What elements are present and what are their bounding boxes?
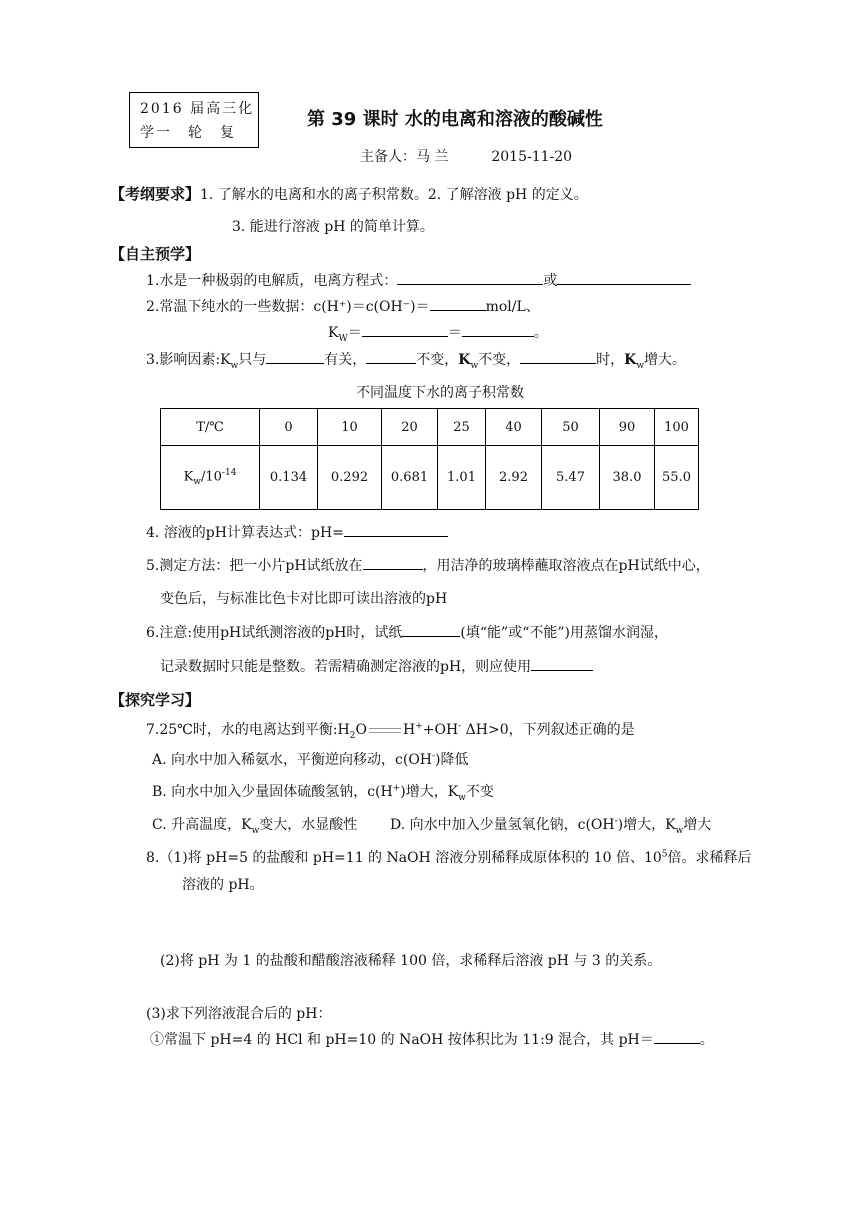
answer-blank[interactable] (520, 349, 596, 364)
q3-text: 只与 (238, 352, 267, 368)
superscript: + (392, 783, 401, 794)
q1-text: 1.水是一种极弱的电解质，电离方程式： (146, 273, 398, 289)
q8-text: 8.（1)将 pH=5 的盐酸和 pH=11 的 NaOH 溶液分别稀释成原体积的 10 倍、10 (146, 850, 662, 866)
q7-text: H (402, 722, 416, 738)
q7-text: ΔH>0，下列叙述正确的是 (461, 722, 635, 738)
kw-subscript: W (338, 333, 348, 344)
question-5-line1 (146, 555, 710, 575)
answer-blank[interactable] (363, 555, 423, 570)
q3-text: 不变， (416, 352, 459, 368)
question-8-1-cont: 溶液的 pH。 (182, 877, 264, 893)
section-heading-tanjiu: 【探究学习】 (110, 691, 201, 709)
kw-subscript: w (230, 360, 239, 371)
option-b (152, 781, 494, 803)
answer-blank[interactable] (366, 349, 416, 364)
table-row (161, 446, 699, 510)
kw-symbol: K (183, 469, 194, 485)
kw-symbol: K (328, 325, 339, 341)
table-cell: 0.681 (382, 446, 438, 510)
question-7 (146, 719, 635, 741)
answer-blank[interactable] (266, 349, 324, 364)
q4-text: 4. 溶液的pH计算表达式：pH= (146, 525, 344, 541)
answer-blank[interactable] (462, 322, 534, 337)
option-text: C. 升高温度，K (152, 817, 252, 833)
q8-text: 。 (699, 1032, 714, 1048)
table-cell: 38.0 (600, 446, 655, 510)
answer-blank[interactable] (397, 270, 543, 285)
table-row (161, 409, 699, 446)
subscript: w (458, 792, 466, 803)
answer-blank[interactable] (402, 622, 460, 637)
option-c (152, 814, 357, 836)
superscript: - (458, 721, 462, 732)
superscript: - (432, 751, 436, 762)
q3-text: 有关， (324, 352, 367, 368)
q3-text: 不变， (478, 352, 521, 368)
header-box-line1: 2016 届高三化 (140, 101, 255, 117)
q6-text: 记录数据时只能是整数。若需精确测定溶液的pH，则应使用 (160, 659, 532, 675)
q8-text: 倍。求稀释后 (667, 850, 752, 866)
question-2-kw (328, 322, 548, 344)
question-1 (146, 270, 691, 290)
q1-or: 或 (543, 273, 558, 289)
q5-text: 5.测定方法：把一小片pH试纸放在 (146, 558, 363, 574)
kaogang-text2: 3. 能进行溶液 pH 的简单计算。 (232, 219, 434, 235)
kw-exponent: -14 (221, 468, 237, 479)
q3-text: 增大。 (644, 352, 687, 368)
superscript: + (415, 721, 423, 732)
q6-text: 6.注意:使用pH试纸测溶液的pH时，试纸 (146, 625, 403, 641)
table-cell: 0.292 (318, 446, 382, 510)
equals: ＝ (347, 325, 362, 341)
kw-subscript: w (636, 360, 645, 371)
answer-blank[interactable] (430, 296, 486, 311)
q8-text: ①常温下 pH=4 的 HCl 和 pH=10 的 NaOH 按体积比为 11:9 混合，其 pH＝ (150, 1032, 654, 1048)
kw-table (160, 408, 699, 510)
kw-subscript: w (470, 360, 479, 371)
table-cell: 1.01 (438, 446, 486, 510)
option-text: )降低 (435, 752, 469, 768)
date: 2015-11-20 (491, 149, 573, 165)
kw-unit: /10 (201, 469, 222, 485)
period: 。 (533, 325, 548, 341)
superscript: 5 (661, 849, 668, 860)
question-8-3: (3)求下列溶液混合后的 pH： (146, 1006, 332, 1022)
question-8-1 (146, 847, 752, 867)
question-8-3-1 (150, 1029, 714, 1049)
option-text: 变大，水显酸性 (259, 817, 358, 833)
page-title: 第 39 课时 水的电离和溶液的酸碱性 (307, 109, 603, 130)
equilibrium-arrow-icon (367, 725, 403, 735)
question-5-line2: 变色后，与标准比色卡对比即可读出溶液的pH (160, 591, 448, 607)
table-cell: 2.92 (486, 446, 542, 510)
question-3 (146, 349, 686, 371)
section-heading-zizhu: 【自主预学】 (110, 245, 201, 263)
option-text: 增大 (683, 817, 712, 833)
author-line (360, 146, 572, 166)
answer-blank[interactable] (344, 522, 448, 537)
question-4 (146, 522, 448, 542)
option-a (152, 749, 469, 769)
table-cell: 20 (382, 409, 438, 446)
kw-subscript: w (193, 476, 201, 487)
question-6-line1 (146, 622, 668, 642)
header-box-line2: 学一 轮 复 (140, 125, 236, 141)
option-d (390, 814, 711, 836)
table-cell: 10 (318, 409, 382, 446)
section-heading-kaogang: 【考纲要求】 (110, 185, 201, 203)
answer-blank[interactable] (531, 656, 593, 671)
answer-blank[interactable] (557, 270, 691, 285)
q7-text: +OH (422, 722, 459, 738)
kaogang-line1 (110, 183, 588, 204)
equals: ＝ (447, 325, 462, 341)
q5-text: ，用洁净的玻璃棒蘸取溶液点在pH试纸中心， (422, 558, 710, 574)
question-8-2: (2)将 pH 为 1 的盐酸和醋酸溶液稀释 100 倍，求稀释后溶液 pH 与 3 的关系。 (160, 953, 662, 969)
table-cell: 40 (486, 409, 542, 446)
q6-text: (填“能”或“不能”)用蒸馏水润湿， (460, 625, 668, 641)
kaogang-text1: 1. 了解水的电离和水的离子积常数。2. 了解溶液 pH 的定义。 (200, 187, 588, 203)
table-header-cell (161, 446, 260, 510)
table-cell: 100 (655, 409, 699, 446)
author: 主备人：马 兰 (360, 149, 449, 165)
table-cell: 5.47 (542, 446, 600, 510)
q3-text: 时， (596, 352, 625, 368)
table-cell: 0.134 (260, 446, 318, 510)
header-box (129, 92, 259, 148)
subscript: w (675, 825, 684, 836)
q3-text: 3.影响因素:K (146, 352, 231, 368)
option-text: )增大，K (400, 784, 459, 800)
table-cell: 25 (438, 409, 486, 446)
answer-blank[interactable] (654, 1029, 700, 1044)
option-text: A. 向水中加入稀氨水，平衡逆向移动，c(OH (152, 752, 432, 768)
q2-text: 2.常温下纯水的一些数据：c(H⁺)＝c(OH⁻)＝ (146, 299, 430, 315)
q7-text: 7.25℃时，水的电离达到平衡:H (146, 722, 350, 738)
superscript: - (614, 816, 618, 827)
option-text: )增大，K (617, 817, 676, 833)
table-cell: 0 (260, 409, 318, 446)
question-2 (146, 296, 540, 316)
table-header-cell: T/℃ (161, 409, 260, 446)
answer-blank[interactable] (362, 322, 448, 337)
table-cell: 50 (542, 409, 600, 446)
kw-symbol: K (458, 352, 471, 368)
option-text: B. 向水中加入少量固体硫酸氢钠，c(H (152, 784, 393, 800)
subscript: w (251, 825, 260, 836)
q7-text: O (355, 722, 367, 738)
subscript: 2 (349, 730, 356, 741)
q2-unit: mol/L、 (485, 299, 540, 315)
kw-symbol: K (624, 352, 637, 368)
table-cell: 90 (600, 409, 655, 446)
option-text: D. 向水中加入少量氢氧化钠，c(OH (390, 817, 615, 833)
question-6-line2 (160, 656, 593, 676)
table-cell: 55.0 (655, 446, 699, 510)
table-caption: 不同温度下水的离子积常数 (356, 385, 524, 401)
option-text: 不变 (465, 784, 494, 800)
